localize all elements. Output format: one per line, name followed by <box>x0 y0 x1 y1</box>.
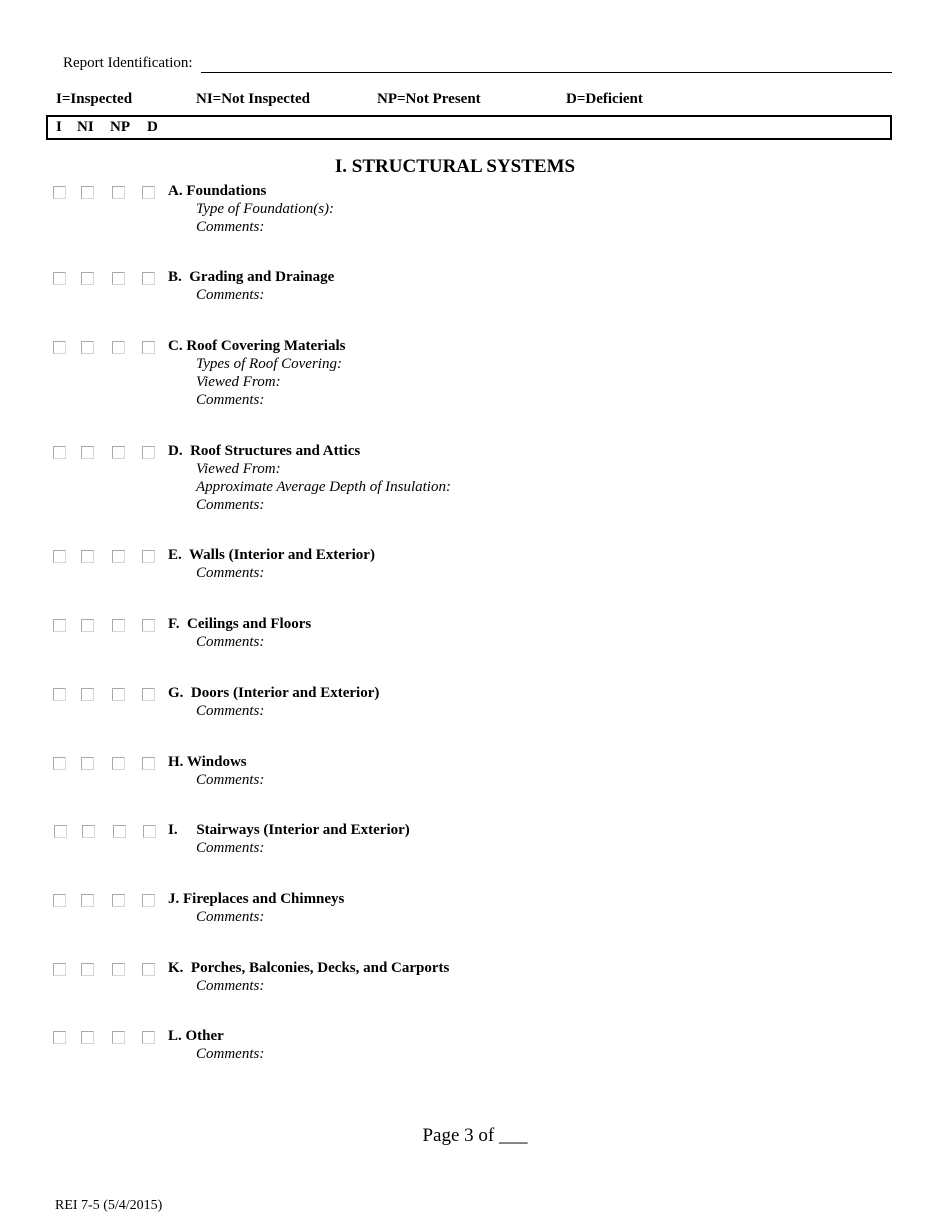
item-title: I. Stairways (Interior and Exterior) <box>168 822 410 838</box>
item-title: F. Ceilings and Floors <box>168 616 312 632</box>
checkbox-inspected[interactable] <box>53 757 66 770</box>
checkbox-not-present[interactable] <box>112 341 125 354</box>
checkbox-inspected[interactable] <box>53 894 66 907</box>
item-subline: Comments: <box>196 497 265 513</box>
item-subline: Comments: <box>196 703 265 719</box>
checkbox-inspected[interactable] <box>53 550 66 563</box>
checkbox-not-inspected[interactable] <box>81 619 94 632</box>
checkbox-deficient[interactable] <box>142 757 155 770</box>
checkbox-not-present[interactable] <box>112 894 125 907</box>
checkbox-inspected[interactable] <box>53 963 66 976</box>
checkbox-deficient[interactable] <box>142 186 155 199</box>
item-subline: Type of Foundation(s): <box>196 201 335 217</box>
checkbox-not-present[interactable] <box>112 550 125 563</box>
item-title: D. Roof Structures and Attics <box>168 443 361 459</box>
column-header-box <box>46 115 892 140</box>
item-title: J. Fireplaces and Chimneys <box>168 891 345 907</box>
item-title: B. Grading and Drainage <box>168 269 335 285</box>
item-subline: Comments: <box>196 634 265 650</box>
checkbox-inspected[interactable] <box>53 1031 66 1044</box>
checkbox-not-inspected[interactable] <box>81 688 94 701</box>
checkbox-not-inspected[interactable] <box>81 963 94 976</box>
item-subline: Comments: <box>196 392 265 408</box>
checkbox-deficient[interactable] <box>142 272 155 285</box>
checkbox-not-inspected[interactable] <box>81 341 94 354</box>
item-subline: Types of Roof Covering: <box>196 356 342 372</box>
report-identification-label: Report Identification: <box>63 55 193 71</box>
checkbox-not-present[interactable] <box>112 757 125 770</box>
checkbox-not-present[interactable] <box>112 619 125 632</box>
legend-not-inspected: NI=Not Inspected <box>196 91 310 107</box>
form-id: REI 7-5 (5/4/2015) <box>55 1198 163 1213</box>
checkbox-not-present[interactable] <box>113 825 126 838</box>
checkbox-not-inspected[interactable] <box>82 825 95 838</box>
checkbox-deficient[interactable] <box>142 688 155 701</box>
checkbox-inspected[interactable] <box>53 341 66 354</box>
item-subline: Viewed From: <box>196 461 281 477</box>
checkbox-not-present[interactable] <box>112 1031 125 1044</box>
checkbox-not-present[interactable] <box>112 963 125 976</box>
item-title: K. Porches, Balconies, Decks, and Carports <box>168 960 450 976</box>
checkbox-inspected[interactable] <box>53 186 66 199</box>
checkbox-deficient[interactable] <box>142 894 155 907</box>
item-subline: Comments: <box>196 219 265 235</box>
checkbox-not-present[interactable] <box>112 272 125 285</box>
checkbox-deficient[interactable] <box>142 619 155 632</box>
checkbox-deficient[interactable] <box>143 825 156 838</box>
checkbox-inspected[interactable] <box>54 825 67 838</box>
checkbox-inspected[interactable] <box>53 688 66 701</box>
checkbox-not-inspected[interactable] <box>81 272 94 285</box>
item-subline: Comments: <box>196 1046 265 1062</box>
checkbox-not-inspected[interactable] <box>81 186 94 199</box>
checkbox-inspected[interactable] <box>53 446 66 459</box>
item-subline: Comments: <box>196 565 265 581</box>
checkbox-not-inspected[interactable] <box>81 446 94 459</box>
item-title: H. Windows <box>168 754 247 770</box>
checkbox-inspected[interactable] <box>53 272 66 285</box>
checkbox-deficient[interactable] <box>142 550 155 563</box>
item-subline: Viewed From: <box>196 374 281 390</box>
item-subline: Approximate Average Depth of Insulation: <box>196 479 451 495</box>
legend-inspected: I=Inspected <box>56 91 133 107</box>
checkbox-not-inspected[interactable] <box>81 1031 94 1044</box>
checkbox-deficient[interactable] <box>142 1031 155 1044</box>
checkbox-not-inspected[interactable] <box>81 757 94 770</box>
item-title: C. Roof Covering Materials <box>168 338 346 354</box>
checkbox-deficient[interactable] <box>142 341 155 354</box>
item-subline: Comments: <box>196 772 265 788</box>
checkbox-inspected[interactable] <box>53 619 66 632</box>
page-number: Page 3 of ___ <box>422 1125 528 1146</box>
column-header-ni: NI <box>77 119 94 135</box>
checkbox-deficient[interactable] <box>142 963 155 976</box>
legend-deficient: D=Deficient <box>566 91 643 107</box>
checkbox-not-inspected[interactable] <box>81 894 94 907</box>
item-subline: Comments: <box>196 287 265 303</box>
column-header-np: NP <box>110 119 130 135</box>
item-title: A. Foundations <box>168 183 267 199</box>
item-subline: Comments: <box>196 909 265 925</box>
item-title: G. Doors (Interior and Exterior) <box>168 685 380 701</box>
checkbox-deficient[interactable] <box>142 446 155 459</box>
column-header-d: D <box>147 119 158 135</box>
legend-not-present: NP=Not Present <box>377 91 481 107</box>
item-title: E. Walls (Interior and Exterior) <box>168 547 375 563</box>
checkbox-not-inspected[interactable] <box>81 550 94 563</box>
section-title: I. STRUCTURAL SYSTEMS <box>334 156 576 177</box>
report-identification-field[interactable] <box>201 72 892 73</box>
item-subline: Comments: <box>196 978 265 994</box>
item-title: L. Other <box>168 1028 224 1044</box>
item-subline: Comments: <box>196 840 265 856</box>
checkbox-not-present[interactable] <box>112 186 125 199</box>
checkbox-not-present[interactable] <box>112 688 125 701</box>
column-header-i: I <box>56 119 62 135</box>
checkbox-not-present[interactable] <box>112 446 125 459</box>
